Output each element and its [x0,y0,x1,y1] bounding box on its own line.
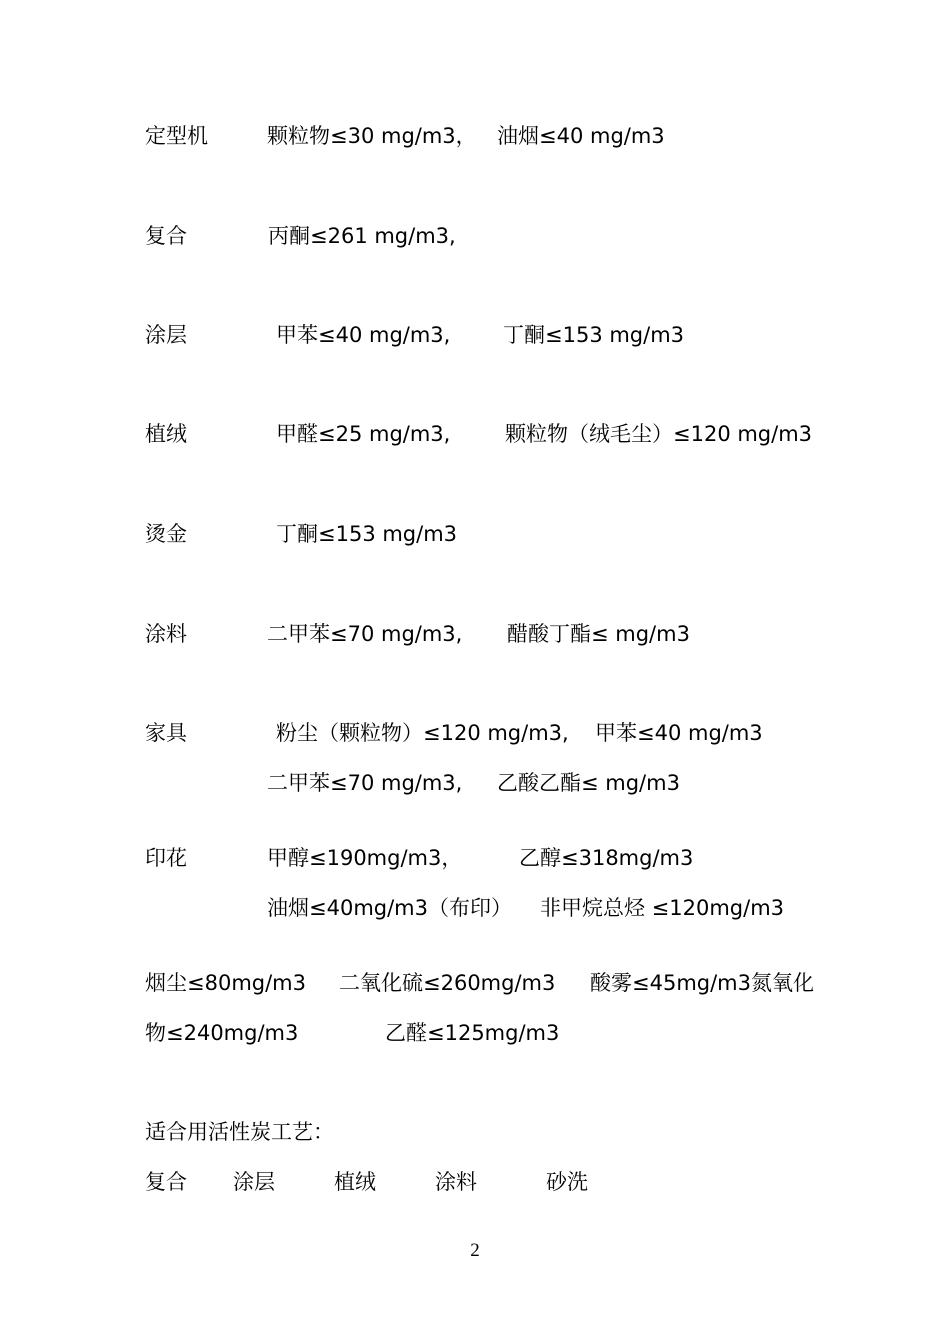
general-limit-item: 物≤240mg/m3 [145,1021,299,1045]
process-label: 烫金 [145,522,187,546]
limit-item: 甲苯≤40 mg/m3 [595,721,763,745]
section-heading: 适合用活性炭工艺： [145,1120,334,1144]
limit-item: 油烟≤40mg/m3（布印） [267,896,512,920]
limit-item: 二甲苯≤70 mg/m3, [267,771,463,795]
carbon-process-item: 砂洗 [546,1170,588,1194]
general-limit-item: 乙醛≤125mg/m3 [385,1021,560,1045]
process-label: 复合 [145,224,187,248]
process-label: 涂层 [145,323,187,347]
limit-item: 甲醇≤190mg/m3， [267,846,463,870]
carbon-process-item: 植绒 [334,1170,376,1194]
limit-item: 粉尘（颗粒物）≤120 mg/m3, [276,721,569,745]
process-label: 定型机 [145,124,208,148]
limit-item: 颗粒物（绒毛尘）≤120 mg/m3 [505,422,813,446]
process-label: 植绒 [145,422,187,446]
limit-item: 乙酸乙酯≤ mg/m3 [497,771,680,795]
limit-item: 二甲苯≤70 mg/m3, [267,622,463,646]
limit-item: 颗粒物≤30 mg/m3， [267,124,477,148]
limit-item: 乙醇≤318mg/m3 [519,846,694,870]
limit-item: 丁酮≤153 mg/m3 [276,522,458,546]
limit-item: 甲苯≤40 mg/m3, [276,323,451,347]
limit-item: 丁酮≤153 mg/m3 [503,323,685,347]
limit-item: 油烟≤40 mg/m3 [497,124,665,148]
process-label: 印花 [145,846,187,870]
carbon-process-item: 复合 [145,1170,187,1194]
general-limit-item: 烟尘≤80mg/m3 [145,971,306,995]
general-limit-item: 酸雾≤45mg/m3氮氧化 [590,971,814,995]
carbon-process-item: 涂层 [233,1170,275,1194]
limit-item: 非甲烷总烃 ≤120mg/m3 [540,896,785,920]
carbon-process-item: 涂料 [435,1170,477,1194]
page-number: 2 [470,1240,480,1261]
general-limit-item: 二氧化硫≤260mg/m3 [339,971,556,995]
process-label: 家具 [145,721,187,745]
limit-item: 醋酸丁酯≤ mg/m3 [507,622,690,646]
process-label: 涂料 [145,622,187,646]
limit-item: 丙酮≤261 mg/m3, [268,224,456,248]
limit-item: 甲醛≤25 mg/m3, [276,422,451,446]
